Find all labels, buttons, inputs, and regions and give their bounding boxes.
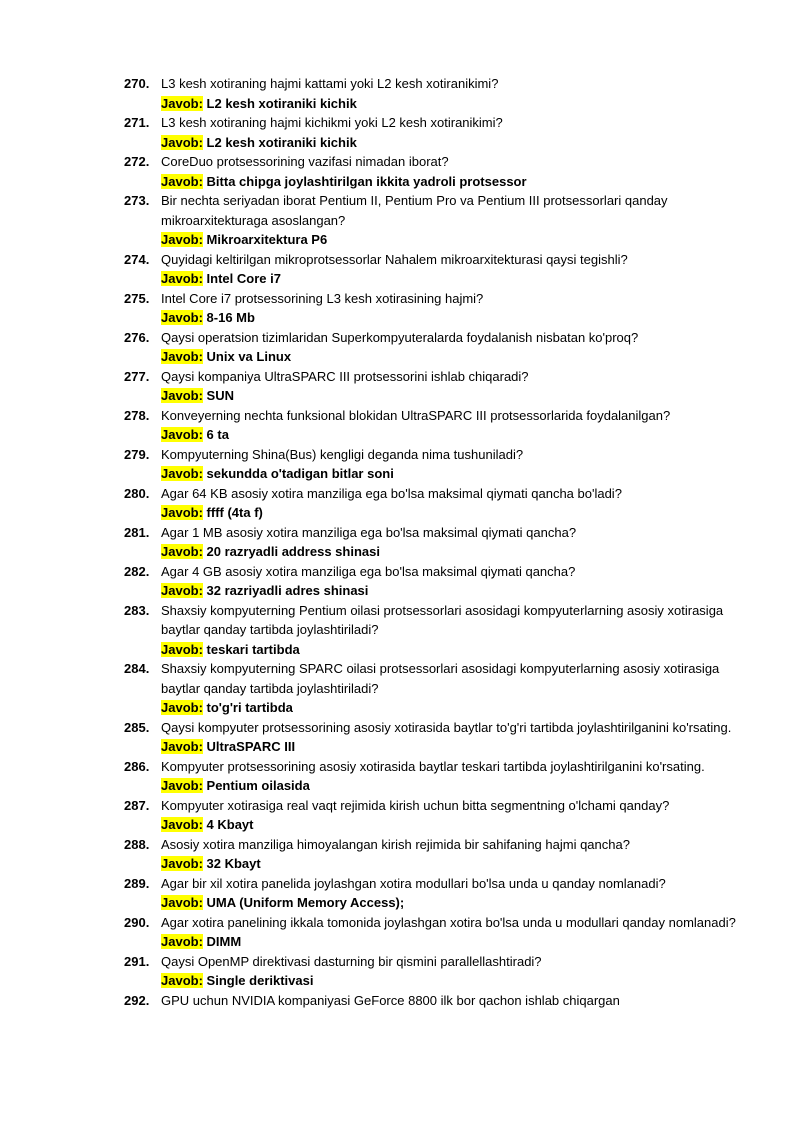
answer-label: Javob:: [161, 700, 203, 715]
answer-label: Javob:: [161, 466, 203, 481]
question-number: 275.: [124, 290, 150, 306]
question-line: [114, 991, 744, 1011]
answer-label: Javob:: [161, 856, 203, 871]
question-number: 284.: [124, 661, 150, 676]
qa-item: [114, 601, 744, 660]
answer-text: Unix va Linux: [206, 349, 292, 364]
question-text: Kompyuter protsessorining asosiy xotirasida baytlar teskari tartibda joylashtirilganini ko'rsating.: [161, 758, 705, 774]
answer-label: Javob:: [161, 310, 203, 325]
answer-label: Javob:: [161, 232, 203, 247]
question-text: Kompyuterning Shina(Bus) kengligi deganda nima tushuniladi?: [161, 446, 524, 462]
question-number: 277.: [124, 368, 150, 384]
question-number: 290.: [124, 914, 150, 930]
qa-item: [114, 250, 744, 289]
answer-line: [114, 698, 744, 718]
qa-item: [114, 835, 744, 874]
question-line: [114, 835, 744, 855]
question-text: Bir nechta seriyadan iborat Pentium II, Pentium Pro va Pentium III protsessorlari qanday mikroarxitekturaga asoslangan?: [161, 193, 668, 228]
answer-line: [114, 133, 744, 153]
qa-item: [114, 367, 744, 406]
answer-text: sekundda o'tadigan bitlar soni: [206, 466, 394, 481]
answer-label: Javob:: [161, 934, 203, 949]
qa-item: [114, 328, 744, 367]
question-text: Intel Core i7 protsessorining L3 kesh xotirasining hajmi?: [161, 290, 484, 306]
question-text: Qaysi kompyuter protsessorining asosiy xotirasida baytlar to'g'ri tartibda joylashtirilganini ko'rsating.: [161, 719, 732, 735]
question-line: [114, 523, 744, 543]
answer-label: Javob:: [161, 641, 203, 657]
qa-item: [114, 718, 744, 757]
qa-item: [114, 406, 744, 445]
question-line: [114, 152, 744, 172]
question-list: [114, 74, 744, 1010]
question-line: [114, 757, 744, 777]
question-number: 281.: [124, 524, 150, 540]
answer-text: Mikroarxitektura P6: [206, 232, 328, 247]
answer-text: Bitta chipga joylashtirilgan ikkita yadroli protsessor: [206, 173, 527, 189]
question-line: [114, 191, 744, 230]
question-number: 283.: [124, 602, 150, 618]
qa-item: [114, 445, 744, 484]
question-line: [114, 250, 744, 270]
answer-line: [114, 640, 744, 660]
answer-label: Javob:: [161, 388, 203, 403]
qa-item: [114, 484, 744, 523]
question-line: [114, 484, 744, 504]
qa-item: [114, 113, 744, 152]
question-number: 280.: [124, 485, 150, 501]
question-text: Agar bir xil xotira panelida joylashgan xotira modullari bo'lsa unda u qanday nomlanadi?: [161, 875, 666, 891]
answer-line: [114, 815, 744, 835]
answer-text: to'g'ri tartibda: [206, 700, 293, 715]
question-number: 271.: [124, 115, 150, 130]
answer-text: Intel Core i7: [206, 271, 281, 286]
answer-line: [114, 737, 744, 757]
answer-line: [114, 386, 744, 406]
question-number: 287.: [124, 797, 150, 813]
question-number: 292.: [124, 992, 150, 1008]
answer-text: 32 Kbayt: [206, 856, 261, 871]
answer-text: L2 kesh xotiraniki kichik: [206, 95, 357, 111]
question-number: 289.: [124, 875, 150, 891]
answer-line: [114, 932, 744, 952]
question-line: [114, 328, 744, 348]
question-text: Konveyerning nechta funksional blokidan UltraSPARC III protsessorlarida foydalanilgan?: [161, 407, 671, 423]
answer-text: DIMM: [206, 934, 242, 949]
answer-line: [114, 581, 744, 601]
question-line: [114, 406, 744, 426]
qa-item: [114, 562, 744, 601]
question-text: L3 kesh xotiraning hajmi kichikmi yoki L2 kesh xotiranikimi?: [161, 115, 503, 130]
question-number: 279.: [124, 446, 150, 462]
answer-label: Javob:: [161, 817, 203, 832]
question-number: 291.: [124, 953, 150, 969]
question-text: Qaysi kompaniya UltraSPARC III protsessorini ishlab chiqaradi?: [161, 368, 529, 384]
answer-label: Javob:: [161, 95, 203, 111]
answer-text: SUN: [206, 388, 234, 403]
question-text: Agar 1 MB asosiy xotira manziliga ega bo'lsa maksimal qiymati qancha?: [161, 524, 577, 540]
question-line: [114, 562, 744, 582]
qa-item: [114, 74, 744, 113]
answer-line: [114, 854, 744, 874]
answer-line: [114, 230, 744, 250]
answer-line: [114, 425, 744, 445]
question-number: 273.: [124, 193, 150, 208]
answer-label: Javob:: [161, 895, 203, 910]
question-line: [114, 113, 744, 133]
question-text: CoreDuo protsessorining vazifasi nimadan iborat?: [161, 154, 449, 169]
answer-text: Pentium oilasida: [206, 778, 310, 793]
answer-text: 6 ta: [206, 427, 229, 442]
answer-line: [114, 971, 744, 991]
question-text: GPU uchun NVIDIA kompaniyasi GeForce 8800 ilk bor qachon ishlab chiqargan: [161, 992, 620, 1008]
question-text: Quyidagi keltirilgan mikroprotsessorlar Nahalem mikroarxitekturasi qaysi tegishli?: [161, 251, 628, 267]
question-line: [114, 74, 744, 94]
answer-label: Javob:: [161, 173, 203, 189]
answer-label: Javob:: [161, 778, 203, 793]
answer-text: UltraSPARC III: [206, 739, 296, 754]
answer-text: 32 razriyadli adres shinasi: [206, 583, 369, 598]
question-text: Agar 64 KB asosiy xotira manziliga ega bo'lsa maksimal qiymati qancha bo'ladi?: [161, 485, 622, 501]
question-line: [114, 601, 744, 640]
answer-label: Javob:: [161, 739, 203, 754]
answer-label: Javob:: [161, 505, 203, 520]
qa-item: [114, 991, 744, 1011]
qa-item: [114, 952, 744, 991]
answer-label: Javob:: [161, 349, 203, 364]
question-line: [114, 874, 744, 894]
answer-line: [114, 503, 744, 523]
question-text: L3 kesh xotiraning hajmi kattami yoki L2 kesh xotiranikimi?: [161, 76, 499, 91]
qa-item: [114, 191, 744, 250]
question-line: [114, 952, 744, 972]
answer-label: Javob:: [161, 583, 203, 598]
question-number: 286.: [124, 758, 150, 774]
qa-item: [114, 152, 744, 191]
question-text: Agar 4 GB asosiy xotira manziliga ega bo'lsa maksimal qiymati qancha?: [161, 563, 576, 579]
question-text: Qaysi operatsion tizimlaridan Superkompyuteralarda foydalanish nisbatan ko'proq?: [161, 329, 639, 345]
question-number: 278.: [124, 407, 150, 423]
answer-line: [114, 776, 744, 796]
answer-text: 4 Kbayt: [206, 817, 254, 832]
answer-line: [114, 893, 744, 913]
qa-item: [114, 659, 744, 718]
qa-item: [114, 757, 744, 796]
qa-item: [114, 289, 744, 328]
question-number: 285.: [124, 719, 150, 735]
answer-text: ffff (4ta f): [206, 505, 263, 520]
question-text: Agar xotira panelining ikkala tomonida joylashgan xotira bo'lsa unda u modullari qanday nomlanadi?: [161, 914, 736, 930]
qa-item: [114, 913, 744, 952]
question-number: 272.: [124, 154, 150, 169]
qa-item: [114, 796, 744, 835]
answer-text: L2 kesh xotiraniki kichik: [206, 134, 357, 150]
question-line: [114, 718, 744, 738]
question-text: Shaxsiy kompyuterning SPARC oilasi protsessorlari asosidagi kompyuterlarning asosiy xotirasiga baytlar qanday tartibda joylashtiriladi?: [161, 661, 720, 696]
question-text: Shaxsiy kompyuterning Pentium oilasi protsessorlari asosidagi kompyuterlarning asosiy xotirasiga baytlar qanday tartibda joylashtiriladi?: [161, 602, 724, 637]
answer-label: Javob:: [161, 134, 203, 150]
question-number: 282.: [124, 563, 150, 579]
answer-label: Javob:: [161, 271, 203, 286]
qa-item: [114, 874, 744, 913]
question-line: [114, 445, 744, 465]
question-line: [114, 796, 744, 816]
question-text: Qaysi OpenMP direktivasi dasturning bir qismini parallellashtiradi?: [161, 953, 542, 969]
question-number: 276.: [124, 329, 150, 345]
answer-label: Javob:: [161, 973, 203, 988]
question-text: Kompyuter xotirasiga real vaqt rejimida kirish uchun bitta segmentning o'lchami qanday?: [161, 797, 670, 813]
answer-text: UMA (Uniform Memory Access);: [206, 895, 405, 910]
answer-text: 20 razryadli address shinasi: [206, 544, 380, 559]
answer-line: [114, 542, 744, 562]
answer-label: Javob:: [161, 544, 203, 559]
question-number: 288.: [124, 836, 150, 852]
qa-item: [114, 523, 744, 562]
answer-label: Javob:: [161, 427, 203, 442]
answer-line: [114, 464, 744, 484]
question-line: [114, 367, 744, 387]
answer-line: [114, 269, 744, 289]
answer-text: Single deriktivasi: [206, 973, 314, 988]
answer-line: [114, 94, 744, 114]
answer-line: [114, 308, 744, 328]
answer-line: [114, 347, 744, 367]
question-text: Asosiy xotira manziliga himoyalangan kirish rejimida bir sahifaning hajmi qancha?: [161, 836, 630, 852]
answer-text: teskari tartibda: [206, 641, 300, 657]
answer-text: 8-16 Mb: [206, 310, 255, 325]
question-number: 274.: [124, 251, 150, 267]
question-number: 270.: [124, 76, 150, 91]
question-line: [114, 289, 744, 309]
question-line: [114, 913, 744, 933]
question-line: [114, 659, 744, 698]
answer-line: [114, 172, 744, 192]
